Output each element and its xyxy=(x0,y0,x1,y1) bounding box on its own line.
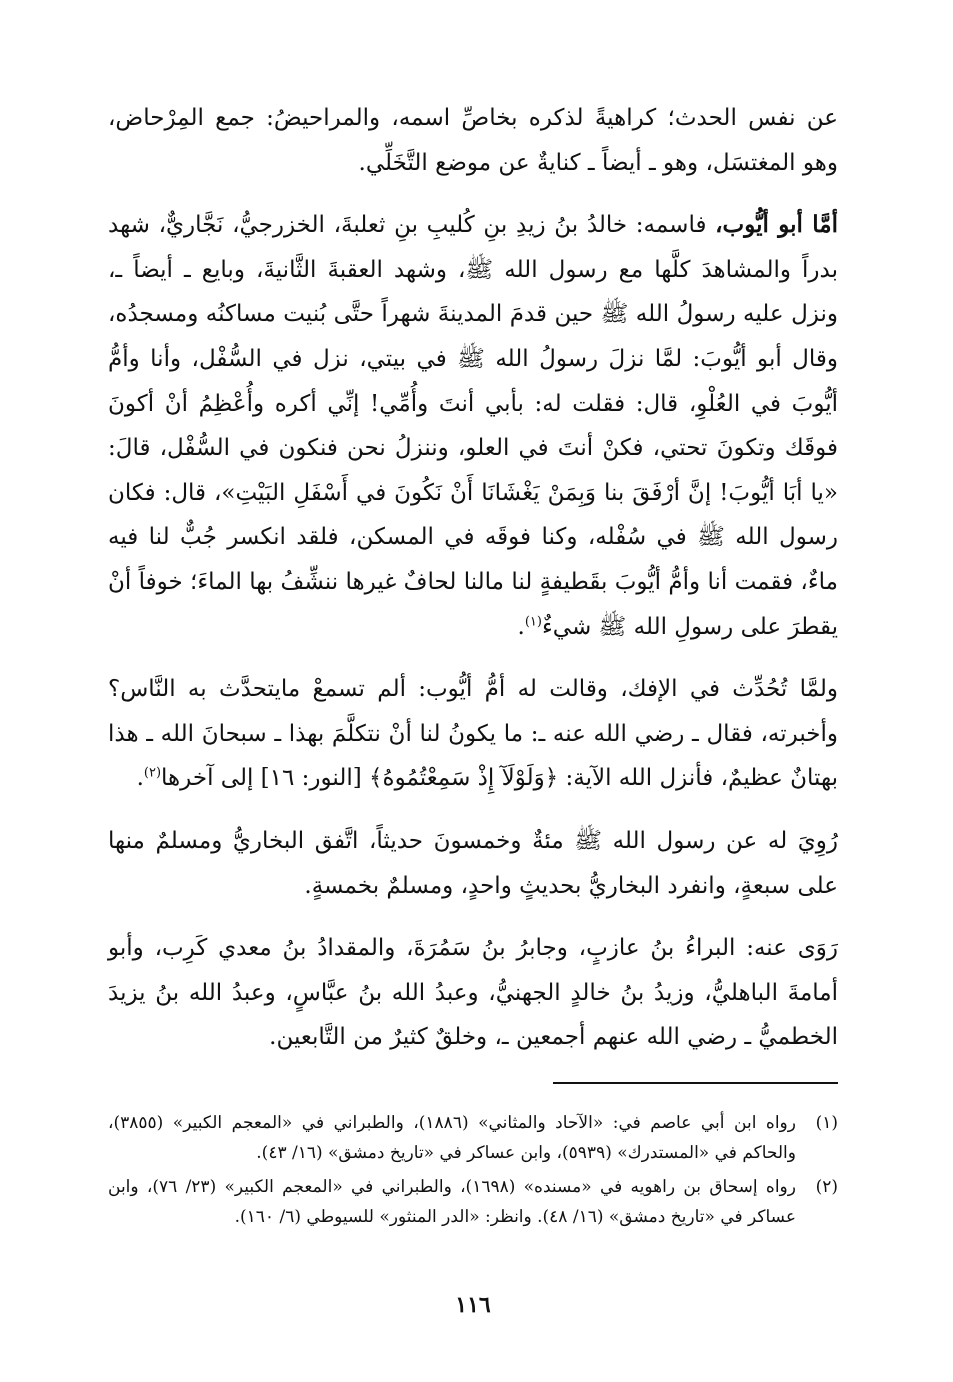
footnote-number: (٢) xyxy=(815,1176,838,1197)
paragraph-text: فاسمه: خالدُ بنُ زيدِ بنِ كُليبِ بنِ ثعلبةَ، الخزرجيُّ، نَجَّاريٌّ، شهد بدراً والمشاهدَ كلَّها مع رسول الله ﷺ، وشهد العقبةَ الثَّانيةَ، وبايع ـ أيضاً ـ، ونزل عليه رسولُ الله ﷺ حين قدمَ المدينةَ شهراً حتَّى بُنيت مساكنُه ومسجدُه، وقال أبو أيُّوبَ: لمَّا نزلَ رسولُ الله ﷺ في بيتي، نزل في السُّفْل، وأنا وأمُّ أيُّوبَ في العُلْوِ، قال: فقلت له: بأبي أنتَ وأُمِّي! إنِّي أكره وأُعْظِمُ أنْ أكونَ فوقَك وتكونَ تحتي، فكنْ أنتَ في العلو، وننزلُ نحن فنكون في السُّفْل، قالَ: «يا أبَا أيُّوبَ! إنَّ أرْفَقَ بنا وَبِمَنْ يَغْشَانَا أَنْ نَكُونَ في أَسْفَلِ البَيْتِ»، قال: فكان رسول الله ﷺ في سُفْله، وكنا فوقَه في المسكن، فلقد انكسر جُبٌّ لنا فيه ماءٌ، فقمت أنا وأمُّ أيُّوبَ بقَطيفةٍ لنا مالنا لحافٌ غيرها ننشِّفُ بها الماءَ؛ خوفاً أنْ يقطرَ على رسولِ الله ﷺ شيءٌ xyxy=(108,212,838,640)
paragraph-text: عن نفس الحدث؛ كراهيةً لذكره بخاصِّ اسمه، والمراحيضُ: جمع المِرْحاض، وهو المغتسَل، وهو ـ أيضاً ـ كنايةٌ عن موضع التَّخَلِّي. xyxy=(108,105,838,176)
paragraph-narrations xyxy=(108,819,838,908)
footnote-text: رواه إسحاق بن راهويه في «مسنده» (١٦٩٨)، والطبراني في «المعجم الكبير» (٢٣/ ٧٦)، وابن عساكر في «تاريخ دمشق» (١٦/ ٤٨). وانظر: «الدر المنثور» للسيوطي (٦/ ١٦٠). xyxy=(108,1176,796,1227)
paragraph-text: رُوِيَ له عن رسول الله ﷺ مئةٌ وخمسونَ حديثاً، اتَّفق البخاريُّ ومسلمٌ منها على سبعةٍ، وانفرد البخاريُّ بحديثٍ واحدٍ، ومسلمٌ بخمسةٍ. xyxy=(108,827,838,899)
paragraph-text: رَوَى عنه: البراءُ بنُ عازبٍ، وجابرُ بنُ سَمُرَةَ، والمقدادُ بنُ معدي كَرِب، وأبو أمامةَ الباهليُّ، وزيدُ بنُ خالدٍ الجهنيُّ، وعبدُ الله بنُ عبَّاسٍ، وعبدُ الله بنُ يزيدَ الخطميُّ ـ رضي الله عنهم أجمعين ـ، وخلقٌ كثيرٌ من التَّابعين. xyxy=(108,935,838,1051)
paragraph-abu-ayyub xyxy=(108,203,838,649)
book-page xyxy=(108,96,838,1326)
paragraph-lead: أمَّا أبو أيُّوب، xyxy=(715,211,838,239)
footnote-separator xyxy=(553,1082,838,1084)
footnote-ref[interactable]: (٢) xyxy=(143,765,162,781)
paragraph-text: ولمَّا تُحُدِّث في الإفك، وقالت له أمُّ أيُّوب: ألم تسمعْ مايتحدَّث به النَّاس؟ وأخبرته، فقال ـ رضي الله عنه ـ: ما يكونُ لنا أنْ نتكلَّمَ بهذا ـ سبحانَ الله ـ هذا بهتانٌ عظيمٌ، فأنزل الله الآية: ﴿وَلَوْلَآ إِذْ سَمِعْتُمُوهُ﴾ [النور: ١٦] إلى آخرها xyxy=(108,676,838,792)
footnote-item xyxy=(108,1108,838,1168)
footnote-number: (١) xyxy=(815,1112,838,1133)
paragraph-ifk xyxy=(108,667,838,801)
footnote-ref[interactable]: (١) xyxy=(524,613,542,629)
paragraph-tail: . xyxy=(136,765,144,792)
paragraph-tail: . xyxy=(517,613,525,640)
paragraph-hadath xyxy=(108,96,838,185)
paragraph-narrators xyxy=(108,926,838,1060)
page-number: ١١٦ xyxy=(455,1292,491,1318)
main-text xyxy=(108,96,838,1060)
footnotes xyxy=(108,1108,838,1232)
footnote-item xyxy=(108,1172,838,1232)
footnote-text: رواه ابن أبي عاصم في: «الآحاد والمثاني» (١٨٨٦)، والطبراني في «المعجم الكبير» (٣٨٥٥)، والحاكم في «المستدرك» (٥٩٣٩)، وابن عساكر في «تاريخ دمشق» (١٦/ ٤٣). xyxy=(108,1112,796,1163)
